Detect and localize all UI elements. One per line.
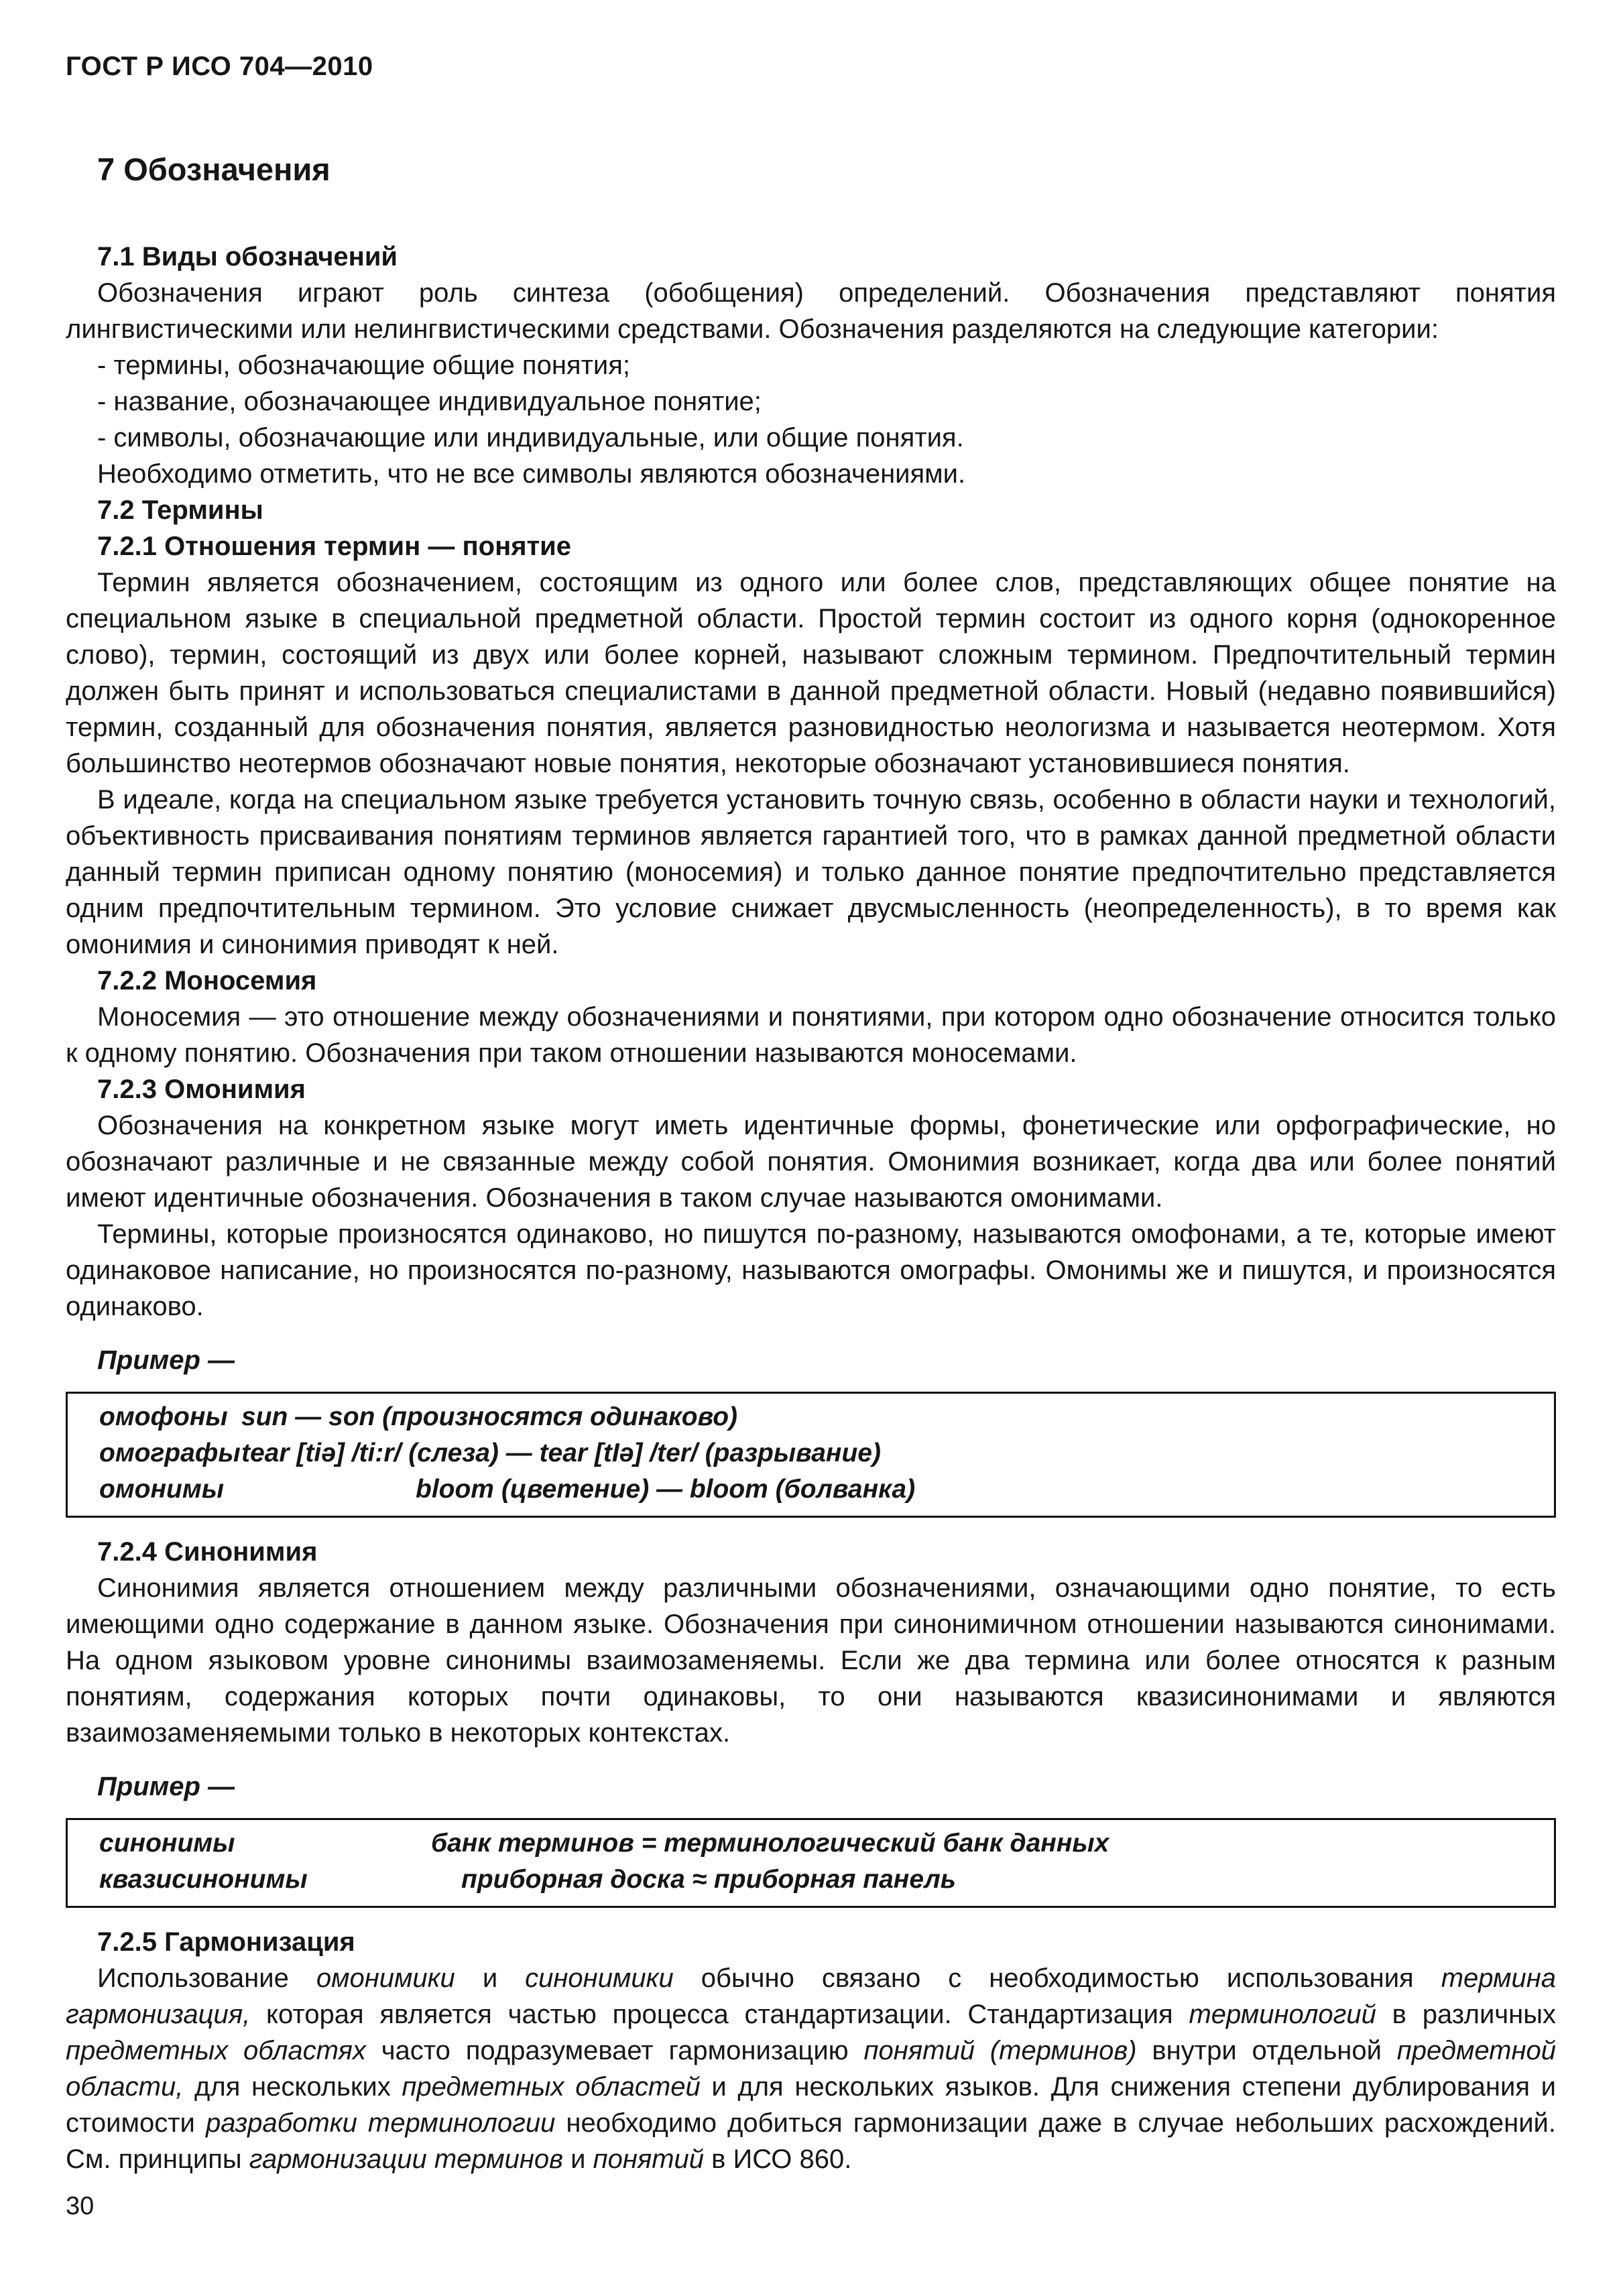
list-item: - название, обозначающее индивидуальное понятие;	[97, 387, 762, 416]
definition-cell: банк терминов = терминологический банк данных	[431, 1829, 1109, 1858]
example-row	[99, 1435, 1538, 1471]
heading-7-2-4: 7.2.4 Синонимия	[97, 1537, 318, 1567]
definition-cell: bloom (цветение) — bloom (болванка)	[416, 1475, 916, 1504]
example-box-homonymy	[66, 1392, 1556, 1518]
page-number: 30	[66, 2192, 95, 2220]
standard-number-header: ГОСТ Р ИСО 704—2010	[66, 52, 373, 81]
example-row	[99, 1399, 1538, 1435]
example-label: Пример —	[97, 1345, 235, 1375]
example-box-synonymy	[66, 1818, 1556, 1908]
example-label: Пример —	[97, 1772, 235, 1801]
paragraph-7-2-5: Использование омонимики и синонимики обычно связано с необходимостью использования термина гармонизация, которая является частью процесса стандартизации. Стандартизация терминологий в различных предметных областях часто подразумевает гармонизацию понятий (терминов) внутри отдельной предметной области, для нескольких предметных областей и для нескольких языков. Для снижения степени дублирования и стоимости разработки терминологии необходимо добиться гармонизации даже в случае небольших расхождений. См. принципы гармонизации терминов и понятий в ИСО 860.	[66, 1963, 1557, 2174]
term-cell: квазисинонимы	[99, 1865, 308, 1894]
paragraph-7-2-3-b: Термины, которые произносятся одинаково, но пишутся по-разному, называются омофонами, а те, которые имеют одинаковое написание, но произносятся по-разному, называются омографы. Омонимы же и пишутся, и произносятся одинаково.	[66, 1219, 1556, 1321]
document-page	[66, 48, 1556, 2224]
paragraph-7-1-intro: Обозначения играют роль синтеза (обобщения) определений. Обозначения представляют понятия лингвистическими или нелингвистическими средствами. Обозначения разделяются на следующие категории:	[66, 278, 1556, 344]
example-row	[99, 1471, 1538, 1508]
term-cell: омофоны	[99, 1402, 228, 1431]
paragraph-7-2-1-a: Термин является обозначением, состоящим из одного или более слов, представляющих общее понятие на специальном языке в специальной предметной области. Простой термин состоит из одного корня (однокоренное слово), термин, состоящий из двух или более корней, называют сложным термином. Предпочтительный термин должен быть принят и использоваться специалистами в данной предметной области. Новый (недавно появившийся) термин, созданный для обозначения понятия, является разновидностью неологизма и называется неотермом. Хотя большинство неотермов обозначают новые понятия, некоторые обозначают установившиеся понятия.	[66, 568, 1556, 778]
paragraph-7-2-4: Синонимия является отношением между различными обозначениями, означающими одно понятие, то есть имеющими одно содержание в данном языке. Обозначения при синонимичном отношении называются синонимами. На одном языковом уровне синонимы взаимозаменяемы. Если же два термина или более относятся к разным понятиям, содержания которых почти одинаковы, то они называются квазисинонимами и являются взаимозаменяемыми только в некоторых контекстах.	[66, 1573, 1556, 1748]
heading-7-1: 7.1 Виды обозначений	[97, 242, 398, 271]
paragraph-7-2-2: Моносемия — это отношение между обозначениями и понятиями, при котором одно обозначение относится только к одному понятию. Обозначения при таком отношении называются моносемами.	[66, 1002, 1556, 1068]
paragraph-7-1-note: Необходимо отметить, что не все символы являются обозначениями.	[97, 459, 966, 489]
example-row	[99, 1862, 1538, 1898]
term-cell: синонимы	[99, 1829, 235, 1858]
chapter-title: 7 Обозначения	[97, 152, 330, 187]
heading-7-2: 7.2 Термины	[97, 495, 263, 525]
definition-cell: приборная доска ≈ приборная панель	[461, 1865, 956, 1894]
heading-7-2-5: 7.2.5 Гармонизация	[97, 1927, 355, 1957]
definition-cell: tear [tiə] /ti:r/ (слеза) — tear [tIə] /ter/ (разрывание)	[241, 1439, 881, 1467]
heading-7-2-2: 7.2.2 Моносемия	[97, 966, 317, 995]
definition-cell: sun — son (произносятся одинаково)	[241, 1402, 738, 1431]
paragraph-7-2-3-a: Обозначения на конкретном языке могут иметь идентичные формы, фонетические или орфографические, но обозначают различные и не связанные между собой понятия. Омонимия возникает, когда два или более понятий имеют идентичные обозначения. Обозначения в таком случае называются омонимами.	[66, 1111, 1556, 1213]
term-cell: омографы	[99, 1439, 241, 1467]
heading-7-2-3: 7.2.3 Омонимия	[97, 1075, 306, 1104]
list-item: - термины, обозначающие общие понятия;	[97, 351, 631, 380]
heading-7-2-1: 7.2.1 Отношения термин — понятие	[97, 532, 571, 561]
list-item: - символы, обозначающие или индивидуальные, или общие понятия.	[97, 423, 964, 452]
example-row	[99, 1825, 1538, 1862]
term-cell: омонимы	[99, 1475, 225, 1504]
paragraph-7-2-1-b: В идеале, когда на специальном языке требуется установить точную связь, особенно в области науки и технологий, объективность присваивания понятиям терминов является гарантией того, что в рамках данной предметной области данный термин приписан одному понятию (моносемия) и только данное понятие предпочтительно представляется одним предпочтительным термином. Это условие снижает двусмысленность (неопределенность), в то время как омонимия и синонимия приводят к ней.	[66, 785, 1556, 959]
